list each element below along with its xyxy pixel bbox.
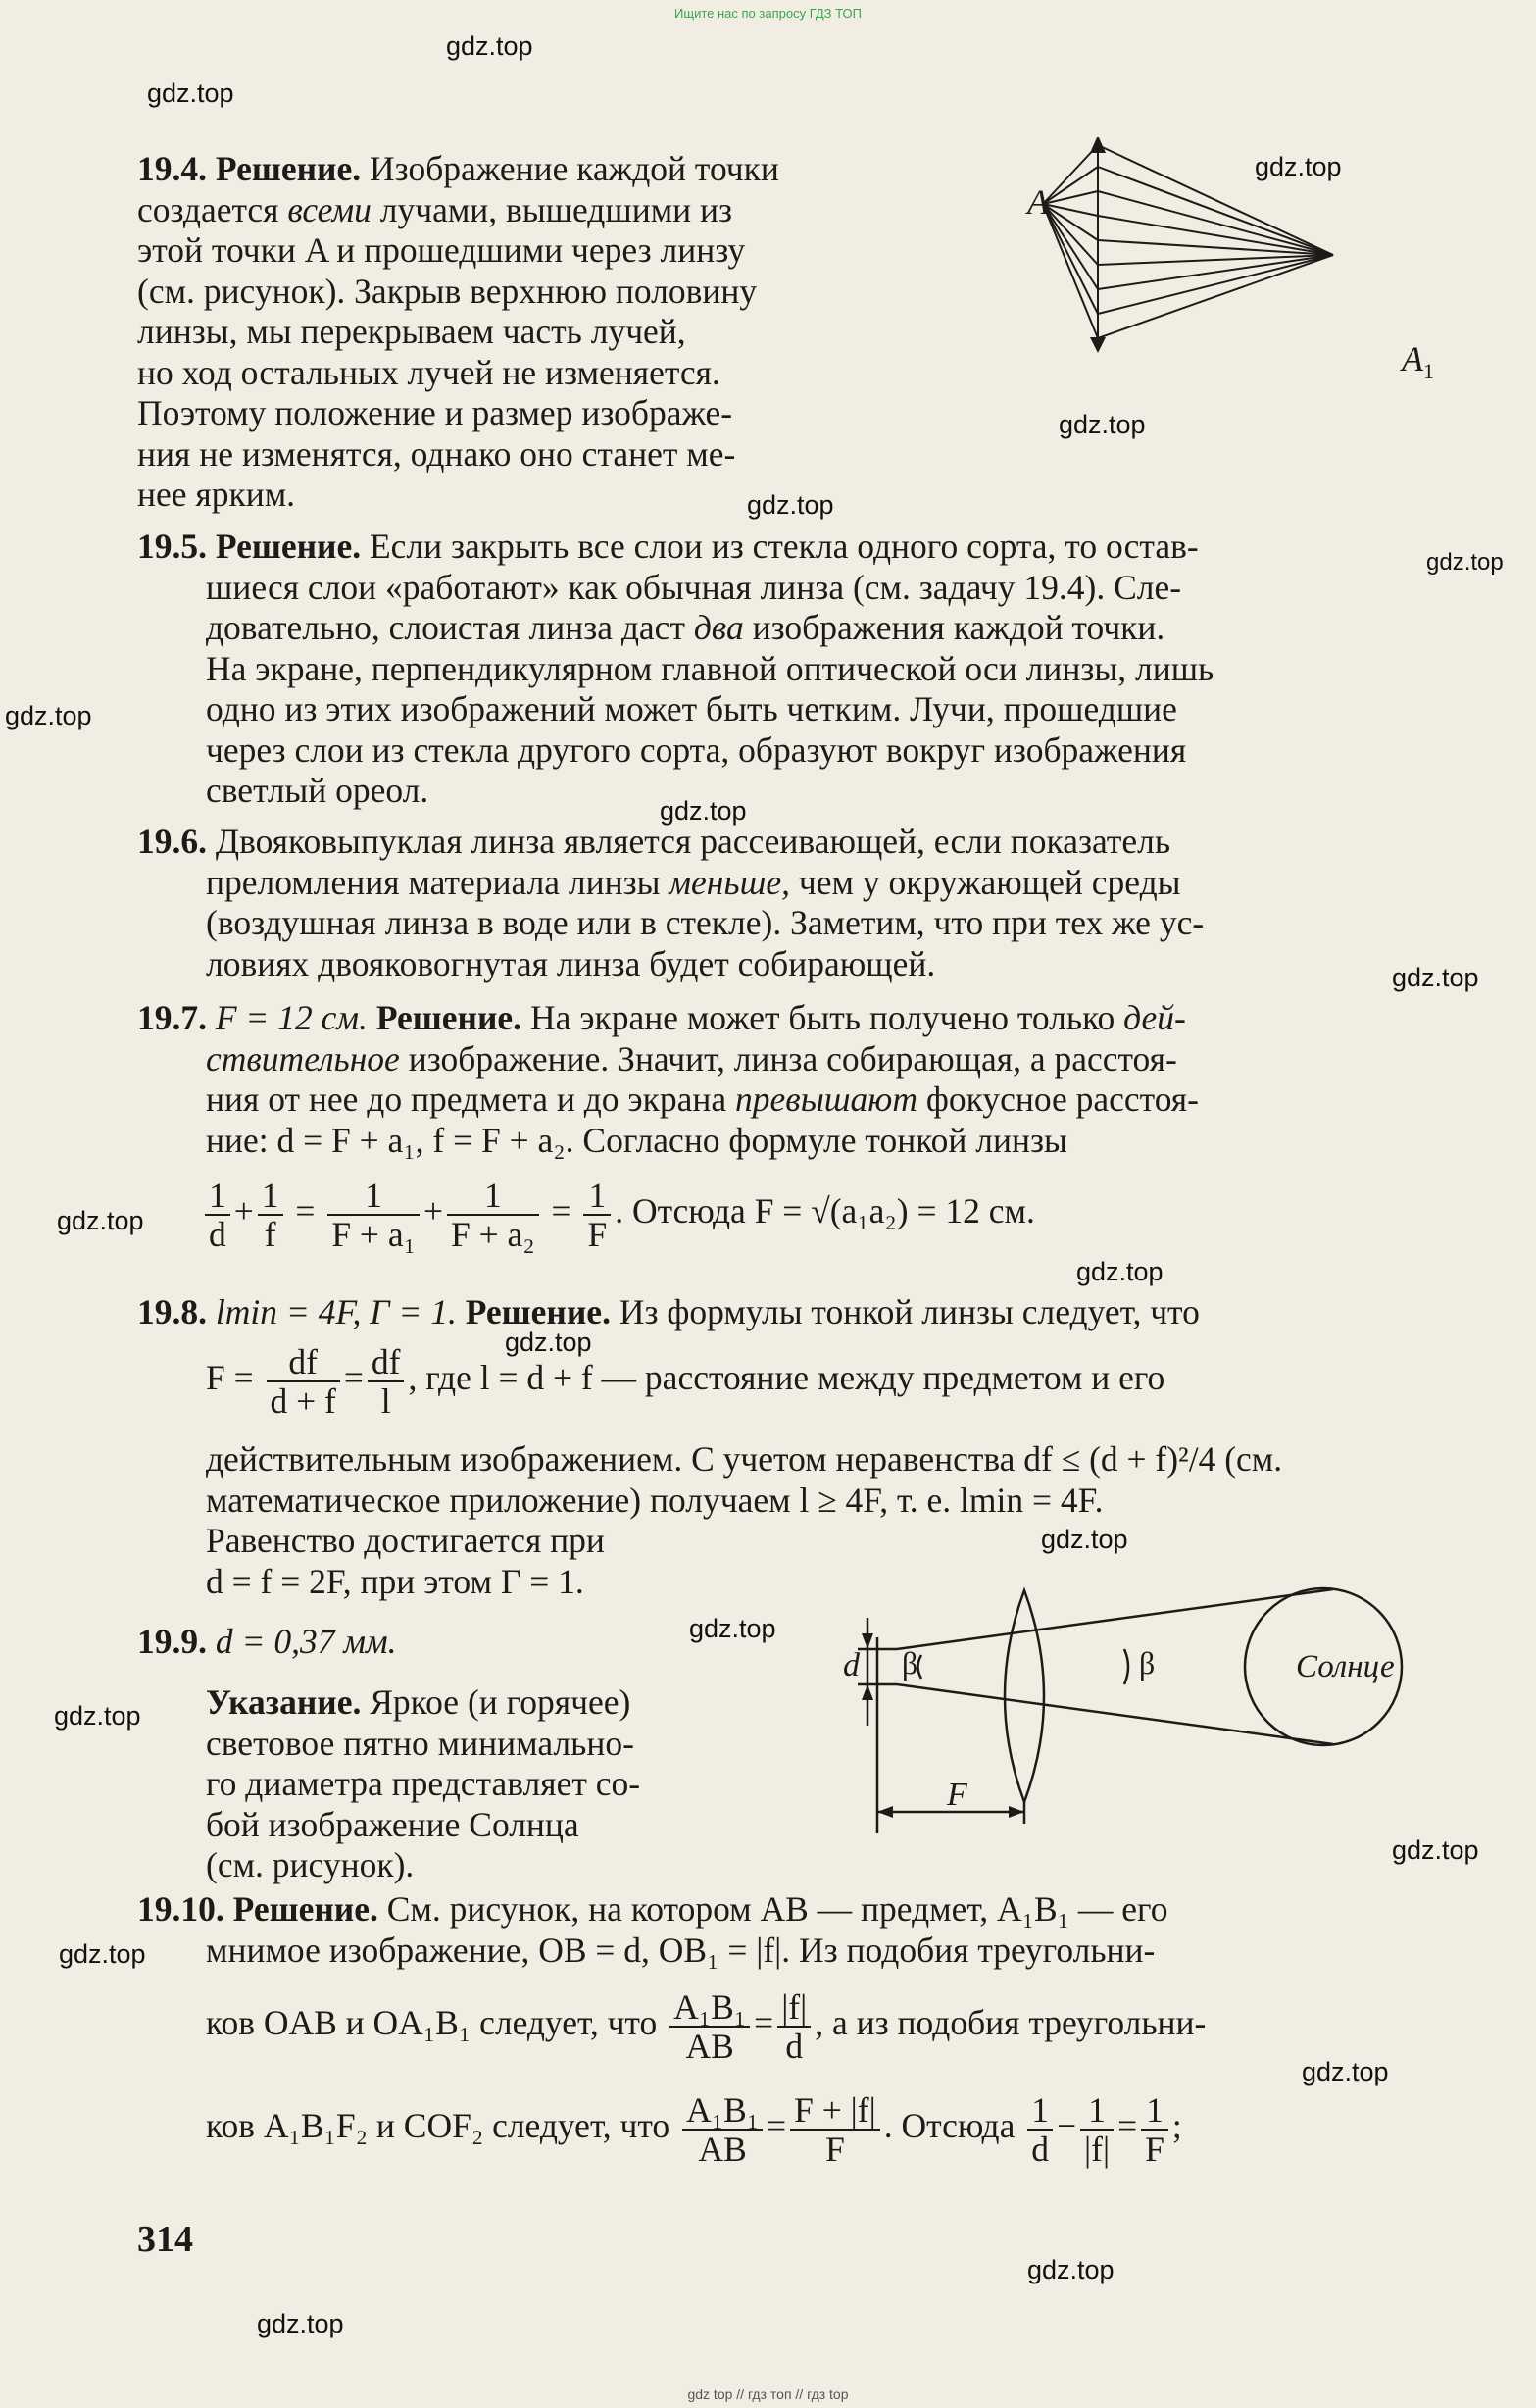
problem-19-5: 19.5. Решение. Если закрыть все слои из стекла одного сорта, то остав- шиеся слои «работают» как обычная линза (см. задачу 19.4). Сле- довательно, слоистая линза даст два изображения каждой точки. На экране, перпендикулярном главной оптической оси линзы, лишь одно из этих изображений может быть четким. Лучи, прошедшие через слои из стекла другого сорта, образуют вокруг изображения светлый ореол.	[137, 527, 1214, 810]
problem-19-4: 19.4. Решение. Изображение каждой точки создается всеми лучами, вышедшими из этой точки A и прошедшими через линзу (см. рисунок). Закрыв верхнюю половину линзы, мы перекрываем часть лучей, но ход остальных лучей не изменяется. Поэтому положение и размер изображе- ния не изменятся, однако оно станет ме- нее ярким.	[137, 149, 779, 514]
eq-19-7: $\frac{1}{d}$ + $\frac{1}{f}$ = $\frac{1}{\text{F + a₁}}$ + $\frac{1}{\text{F + a₂}}$ = $\frac{1}{F}$ . Отсюда F = √(a₁a₂) = 12 см.	[201, 1177, 1035, 1253]
watermark: gdz.top	[1302, 2057, 1389, 2086]
num-19-4: 19.4.	[137, 149, 207, 188]
top-banner: Ищите нас по запросу ГДЗ ТОП	[674, 6, 862, 21]
watermark: gdz.top	[57, 1206, 144, 1235]
watermark: gdz.top	[147, 78, 234, 108]
eq-19-8: F = $\frac{df}{d + f}$ = $\frac{df}{l}$ , где l = d + f — расстояние между предметом и его	[206, 1342, 1165, 1421]
fig1-label-a1: $A_1$	[1402, 339, 1434, 384]
fig2-label-f: F	[947, 1777, 967, 1813]
watermark: gdz.top	[1426, 549, 1504, 576]
bottom-banner: gdz top // гдз топ // гдз top	[687, 2386, 849, 2402]
watermark: gdz.top	[1059, 410, 1146, 439]
problem-19-10: 19.10. Решение. См. рисунок, на котором AB — предмет, A₁B₁ — его мнимое изображение, OB = d, OB₁ = |f|. Из подобия треугольни-	[137, 1889, 1168, 1970]
eq-19-10-b: ков A₁B₁F₂ и COF₂ следует, что $\frac{\text{A₁B₁}}{AB}$ = $\frac{F + |f|}{F}$ . Отсюда $\frac{1}{d}$ − $\frac{1}{|f|}$ = $\frac{1}{F}$ ;	[206, 2090, 1182, 2169]
fig2-label-beta1: β	[902, 1645, 918, 1681]
eq-19-10-a: ков OAB и OA₁B₁ следует, что $\frac{\text{A₁B₁}}{AB}$ = $\frac{|f|}{d}$ , а из подобия треугольни-	[206, 1987, 1207, 2066]
watermark: gdz.top	[1255, 152, 1342, 181]
watermark: gdz.top	[1076, 1257, 1164, 1286]
problem-19-7: 19.7. F = 12 см. Решение. На экране может быть получено только дей- ствительное изображение. Значит, линза собирающая, а расстоя- ния от нее до предмета и до экрана превышают фокусное расстоя- ние: d = F + a₁, f = F + a₂. Согласно формуле тонкой линзы	[137, 998, 1199, 1160]
page-number: 314	[137, 2219, 193, 2260]
watermark: gdz.top	[1027, 2255, 1115, 2284]
watermark: gdz.top	[54, 1701, 141, 1731]
figure-lens-sun	[838, 1579, 1426, 1833]
watermark: gdz.top	[5, 701, 92, 730]
watermark: gdz.top	[446, 31, 533, 61]
fig2-label-beta2: β	[1139, 1645, 1156, 1681]
watermark: gdz.top	[1392, 963, 1479, 992]
watermark: gdz.top	[1392, 1835, 1479, 1865]
fig1-label-a: A	[1027, 182, 1049, 222]
watermark: gdz.top	[59, 1939, 146, 1969]
watermark: gdz.top	[1041, 1525, 1128, 1554]
fig2-label-d: d	[843, 1647, 860, 1683]
watermark: gdz.top	[660, 796, 747, 826]
watermark: gdz.top	[505, 1328, 592, 1357]
problem-19-6: 19.6. Двояковыпуклая линза является рассеивающей, если показатель преломления материала линзы меньше, чем у окружающей среды (воздушная линза в воде или в стекле). Заметим, что при тех же ус- ловиях двояковогнутая линза будет собирающей.	[137, 822, 1205, 983]
problem-19-8-cont: действительным изображением. С учетом неравенства df ≤ (d + f)²/4 (см. математическое приложение) получаем l ≥ 4F, т. е. lmin = 4F. Равенство достигается при d = f = 2F, при этом Г = 1.	[206, 1439, 1283, 1601]
problem-19-9: 19.9. d = 0,37 мм.	[137, 1622, 397, 1661]
watermark: gdz.top	[257, 2309, 344, 2338]
fig2-label-sun: Солнце	[1296, 1649, 1395, 1684]
watermark: gdz.top	[689, 1614, 776, 1643]
problem-19-8: 19.8. lmin = 4F, Г = 1. Решение. Из формулы тонкой линзы следует, что	[137, 1292, 1200, 1331]
problem-19-9-hint: Указание. Яркое (и горячее) световое пятно минимально- го диаметра представляет со- бой изображение Солнца (см. рисунок).	[206, 1682, 641, 1884]
watermark: gdz.top	[747, 490, 834, 520]
